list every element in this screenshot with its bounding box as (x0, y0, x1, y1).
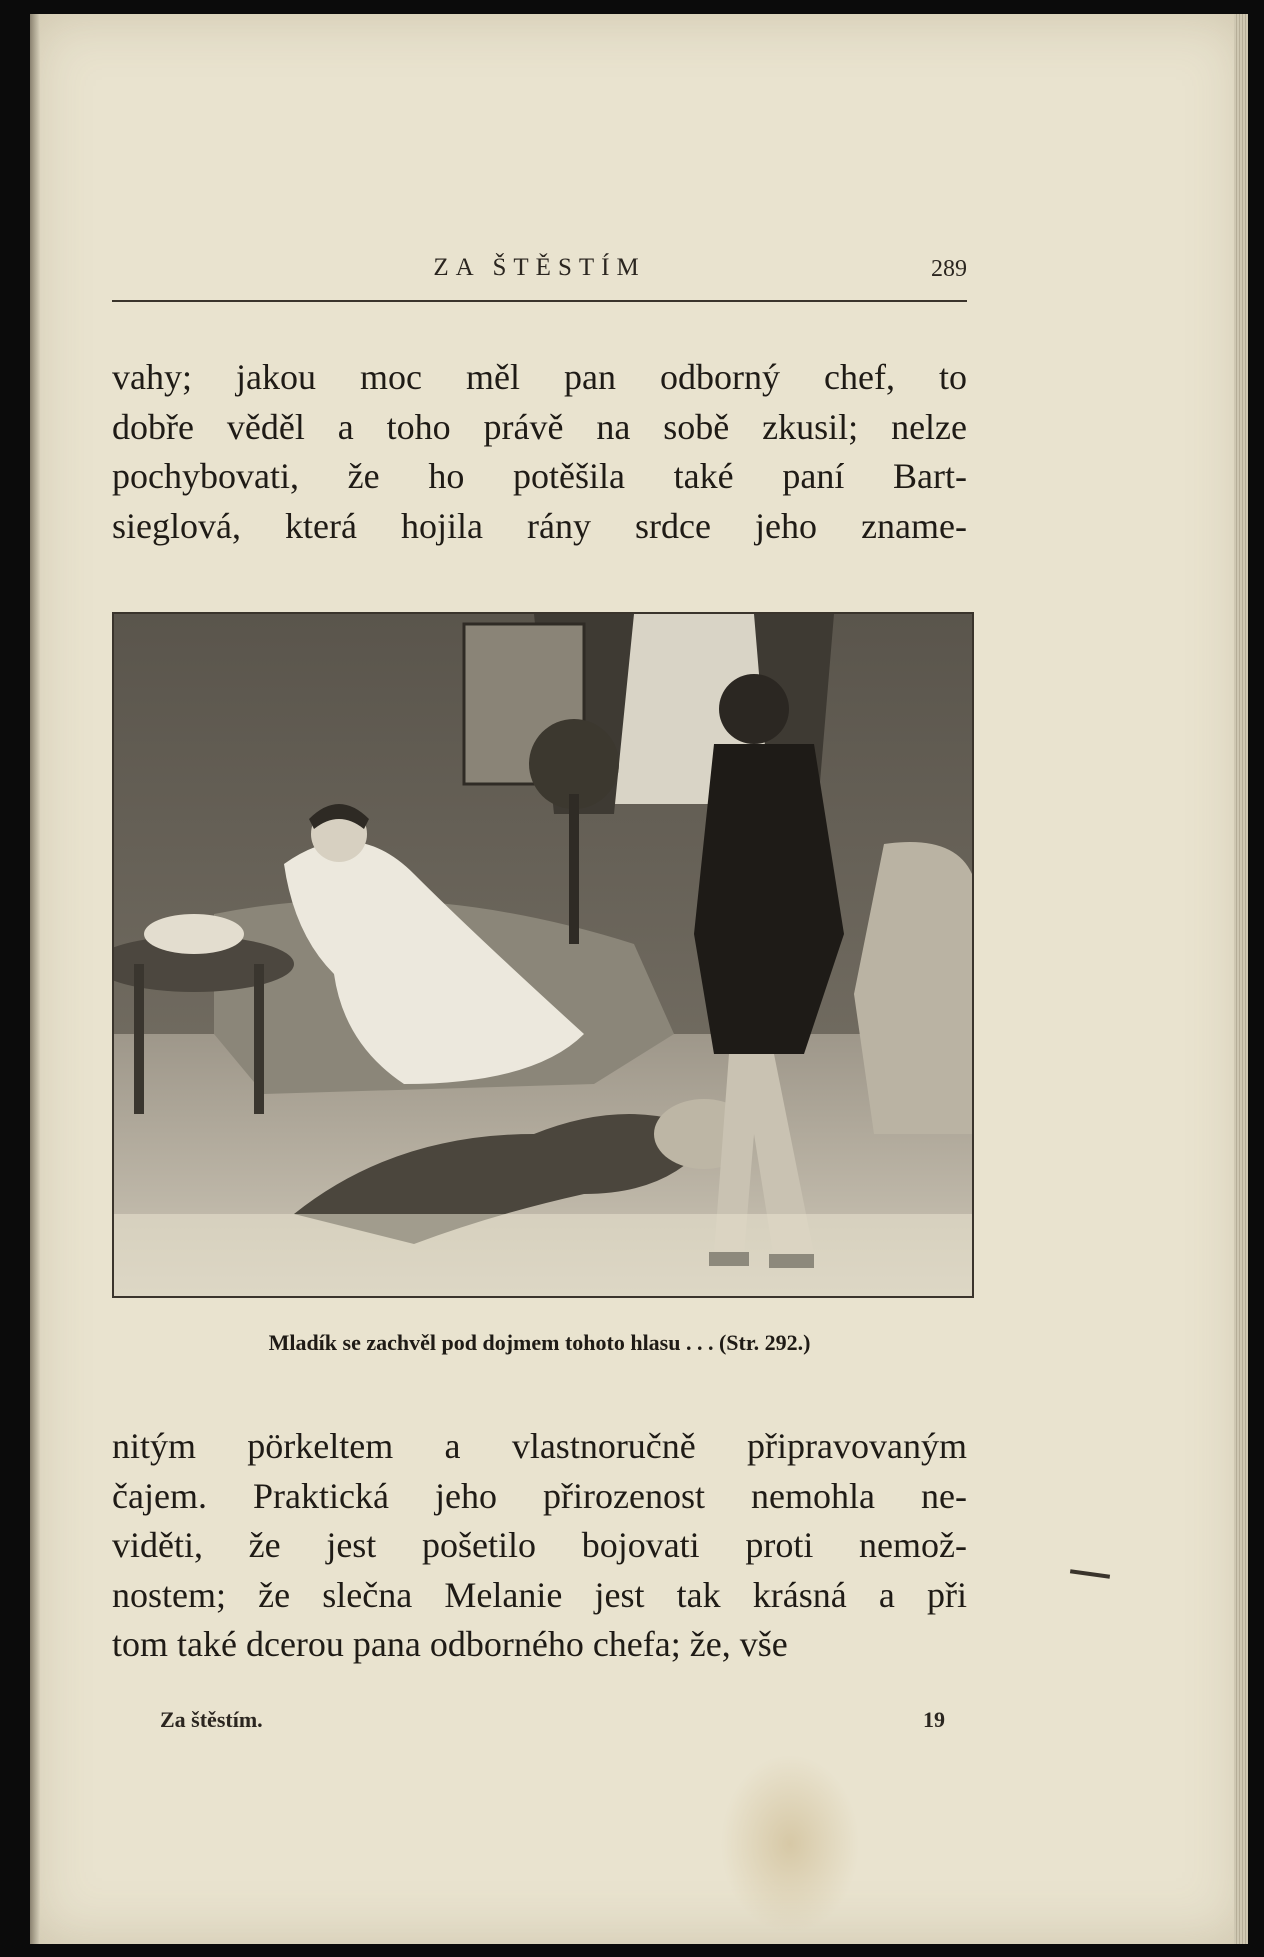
paragraph-top (112, 353, 967, 551)
header-rule (112, 300, 967, 302)
paragraph-bottom (112, 1422, 967, 1670)
page-edge (1234, 14, 1248, 1944)
text-line: sieglová, která hojila rány srdce jeho zname- (112, 505, 967, 546)
text-line: nostem; že slečna Melanie jest tak krásná a při (112, 1574, 967, 1615)
running-header (112, 242, 967, 282)
text-line: čajem. Praktická jeho přirozenost nemohla ne- (112, 1475, 967, 1516)
book-page (30, 14, 1248, 1944)
text-line: pochybovati, že ho potěšila také paní Bart- (112, 456, 967, 496)
signature-number: 19 (923, 1707, 945, 1732)
text-line: vahy; jakou moc měl pan odborný chef, to (112, 357, 967, 397)
running-title: ZA ŠTĚSTÍM (433, 254, 646, 281)
signature-title: Za štěstím. (160, 1707, 263, 1732)
text-line: nitým pörkeltem a vlastnoručně připravovaným (112, 1426, 967, 1466)
page-gutter (30, 14, 40, 1944)
paper-stain (720, 1754, 860, 1934)
text-line: viděti, že jest pošetilo bojovati proti nemož- (112, 1525, 967, 1565)
illustration (112, 612, 974, 1298)
signature-footer (160, 1707, 945, 1741)
illustration-drawing (114, 614, 972, 1296)
page-number: 289 (931, 256, 967, 282)
text-line: dobře věděl a toho právě na sobě zkusil; nelze (112, 406, 967, 447)
illustration-caption: Mladík se zachvěl pod dojmem tohoto hlasu . . . (Str. 292.) (268, 1330, 811, 1355)
text-line: tom také dcerou pana odborného chefa; že, vše (112, 1624, 788, 1664)
margin-mark (1070, 1569, 1110, 1579)
